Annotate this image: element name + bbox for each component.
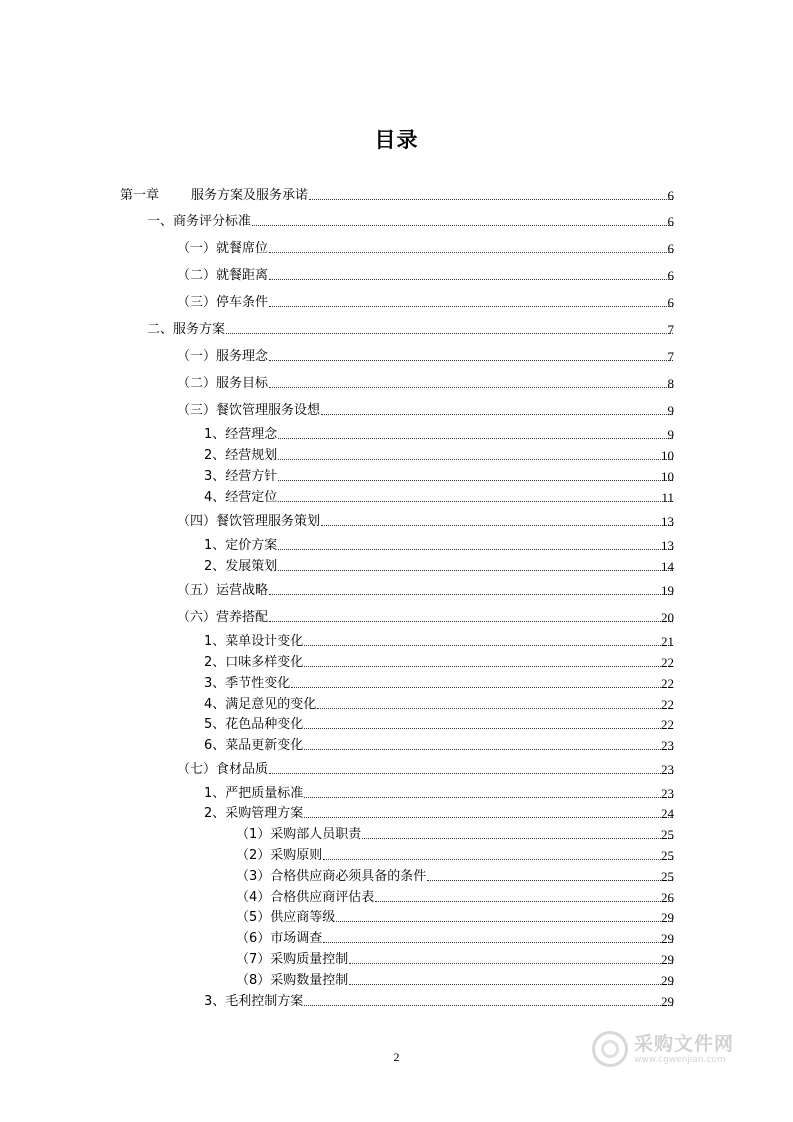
- toc-entry-text: 2、口味多样变化: [204, 655, 304, 670]
- toc-entry-text: （五）运营战略: [177, 583, 269, 598]
- toc-entry: （二）服务目标 8: [177, 376, 674, 391]
- toc-entry: 一、商务评分标准 6: [147, 214, 674, 229]
- toc-entry-text: （二）服务目标: [177, 376, 269, 391]
- dot-leader: [269, 305, 673, 307]
- toc-entry-text: （4）合格供应商评估表: [236, 890, 375, 905]
- toc-entry-text: 1、定价方案: [204, 538, 278, 553]
- dot-leader: [304, 644, 673, 646]
- toc-entry-text: （七）食材品质: [177, 762, 269, 777]
- toc-entry-text: [120, 188, 308, 203]
- toc-entry: 1、定价方案 13: [204, 538, 674, 553]
- dot-leader: [362, 837, 673, 839]
- dot-leader: [278, 500, 673, 502]
- toc-entry: 2、口味多样变化 22: [204, 655, 674, 670]
- toc-entry-text: （三）餐饮管理服务设想: [177, 403, 321, 418]
- toc-entry-text: 4、经营定位: [204, 490, 278, 505]
- toc-entry-text: 1、菜单设计变化: [204, 634, 304, 649]
- dot-leader: [317, 707, 673, 709]
- dot-leader: [269, 359, 673, 361]
- dot-leader: [269, 772, 673, 774]
- toc-entry-text: （一）服务理念: [177, 349, 269, 364]
- dot-leader: [323, 941, 673, 943]
- toc-entry: （六）营养搭配 20: [177, 610, 674, 625]
- dot-leader: [321, 524, 673, 526]
- dot-leader: [278, 548, 673, 550]
- toc-entry: 4、经营定位 11: [204, 490, 674, 505]
- toc-entry: （2）采购原则 25: [236, 848, 674, 863]
- page-number: 2: [393, 1050, 400, 1064]
- toc-entry-text: （二）就餐距离: [177, 268, 269, 283]
- toc-entry-text: 4、满足意见的变化: [204, 697, 317, 712]
- dot-leader: [269, 386, 673, 388]
- dot-leader: [349, 962, 673, 964]
- toc-entry-text: （六）营养搭配: [177, 610, 269, 625]
- toc-entry: （一）服务理念 7: [177, 349, 674, 364]
- toc-entry: 3、季节性变化 22: [204, 676, 674, 691]
- toc-entry-text: （6）市场调查: [236, 931, 323, 946]
- dot-leader: [375, 900, 673, 902]
- watermark: [592, 1026, 762, 1072]
- toc-entry-text: 2、采购管理方案: [204, 806, 304, 821]
- dot-leader: [269, 620, 673, 622]
- toc-entry: 二、服务方案 7: [147, 322, 674, 337]
- dot-leader: [321, 413, 673, 415]
- toc-entry-text: 1、经营理念: [204, 427, 278, 442]
- toc-entry: 2、采购管理方案 24: [204, 806, 674, 821]
- toc-entry-text: 2、经营规划: [204, 448, 278, 463]
- dot-leader: [278, 479, 673, 481]
- toc-entry-text: 3、毛利控制方案: [204, 994, 304, 1009]
- toc-entry: 3、经营方针 10: [204, 469, 674, 484]
- toc-entry: 5、花色品种变化 22: [204, 717, 674, 732]
- dot-leader: [291, 686, 673, 688]
- dot-leader: [349, 983, 673, 985]
- dot-leader: [269, 593, 673, 595]
- toc-entry: （一）就餐席位 6: [177, 241, 674, 256]
- toc-entry: （3）合格供应商必须具备的条件 25: [236, 869, 674, 884]
- toc-entry: 6、菜品更新变化 23: [204, 738, 674, 753]
- chapter-number: 第一章: [120, 188, 160, 203]
- dot-leader: [278, 458, 673, 460]
- toc-entry-text: （3）合格供应商必须具备的条件: [236, 869, 427, 884]
- toc-entry-text: （1）采购部人员职责: [236, 827, 362, 842]
- toc-entry-text: 5、花色品种变化: [204, 717, 304, 732]
- toc-entry-text: 3、季节性变化: [204, 676, 291, 691]
- watermark-name: 采购文件网: [634, 1032, 735, 1055]
- dot-leader: [269, 251, 673, 253]
- toc-entry: 4、满足意见的变化 22: [204, 697, 674, 712]
- toc-entry-text: 2、发展策划: [204, 559, 278, 574]
- toc-entry: （三）停车条件 6: [177, 295, 674, 310]
- toc-entry: （5）供应商等级 29: [236, 910, 674, 925]
- dot-leader: [323, 858, 673, 860]
- toc-entry: 1、经营理念 9: [204, 427, 674, 442]
- toc-entry-text: （三）停车条件: [177, 295, 269, 310]
- toc-entry: （二）就餐距离 6: [177, 268, 674, 283]
- toc-entry-text: 二、服务方案: [147, 322, 226, 337]
- toc-entry: 第一章 服务方案及服务承诺 6: [120, 188, 674, 203]
- toc-entry-text: （2）采购原则: [236, 848, 323, 863]
- dot-leader: [278, 569, 673, 571]
- toc-entry: （四）餐饮管理服务策划 13: [177, 514, 674, 529]
- toc-entry: （8）采购数量控制 29: [236, 973, 674, 988]
- dot-leader: [304, 1004, 673, 1006]
- toc-entry: （4）合格供应商评估表 26: [236, 890, 674, 905]
- dot-leader: [427, 879, 673, 881]
- toc-entry-text: （5）供应商等级: [236, 910, 336, 925]
- toc-entry: （三）餐饮管理服务设想 9: [177, 403, 674, 418]
- dot-leader: [336, 920, 673, 922]
- dot-leader: [304, 816, 673, 818]
- toc-entry-text: 一、商务评分标准: [147, 214, 252, 229]
- toc-entry: （7）采购质量控制 29: [236, 952, 674, 967]
- dot-leader: [304, 748, 673, 750]
- dot-leader: [304, 665, 673, 667]
- dot-leader: [252, 224, 673, 226]
- toc-entry-text: 1、严把质量标准: [204, 786, 304, 801]
- toc-entry: （6）市场调查 29: [236, 931, 674, 946]
- toc-entry-text: （一）就餐席位: [177, 241, 269, 256]
- toc-entry: 3、毛利控制方案 29: [204, 994, 674, 1009]
- watermark-url: www.cgwenjian.com: [634, 1054, 726, 1065]
- toc-entry-text: （四）餐饮管理服务策划: [177, 514, 321, 529]
- toc-entry: （1）采购部人员职责 25: [236, 827, 674, 842]
- toc-entry-text: （8）采购数量控制: [236, 973, 349, 988]
- toc-entry-text: 3、经营方针: [204, 469, 278, 484]
- toc-entry: （七）食材品质 23: [177, 762, 674, 777]
- toc-entry-text: （7）采购质量控制: [236, 952, 349, 967]
- dot-leader: [304, 727, 673, 729]
- dot-leader: [304, 796, 673, 798]
- toc-entry: 1、严把质量标准 23: [204, 786, 674, 801]
- toc-entry: （五）运营战略 19: [177, 583, 674, 598]
- dot-leader: [309, 198, 673, 200]
- page-title: 目录: [374, 128, 419, 152]
- watermark-logo-icon: [592, 1031, 628, 1067]
- toc-entry: 2、发展策划 14: [204, 559, 674, 574]
- toc-entry: 2、经营规划 10: [204, 448, 674, 463]
- dot-leader: [278, 437, 673, 439]
- dot-leader: [269, 278, 673, 280]
- toc-entry-text: 6、菜品更新变化: [204, 738, 304, 753]
- dot-leader: [226, 332, 673, 334]
- chapter-title: 服务方案及服务承诺: [191, 188, 309, 203]
- toc-entry: 1、菜单设计变化 21: [204, 634, 674, 649]
